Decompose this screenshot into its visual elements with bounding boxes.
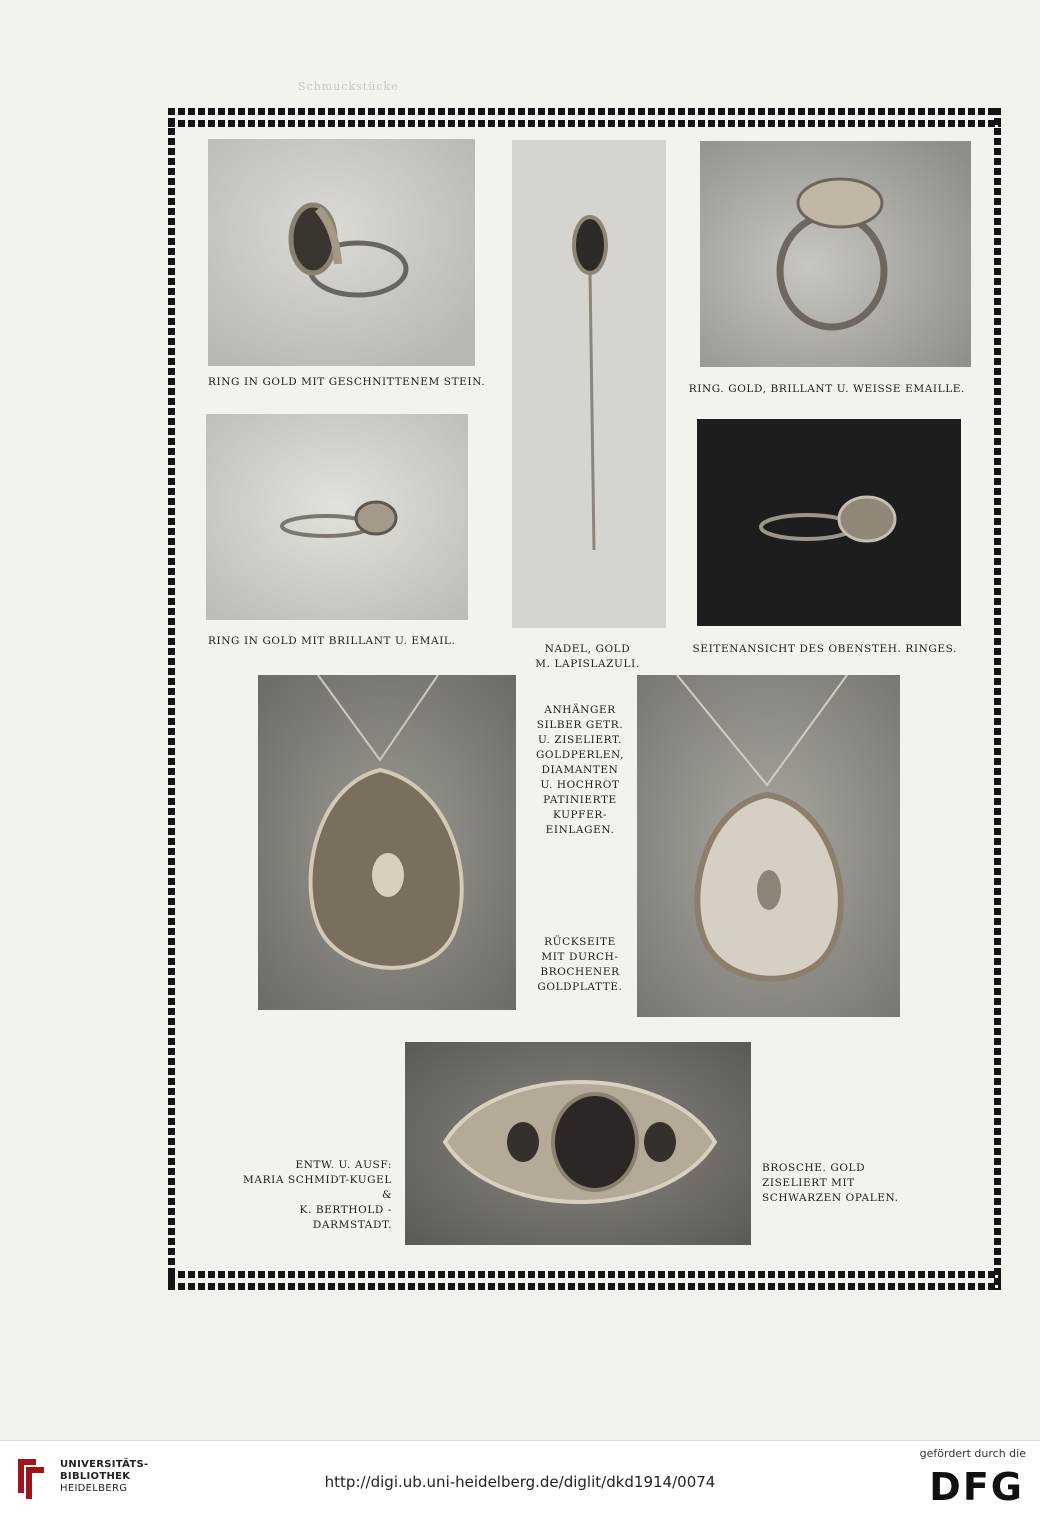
frame-left	[168, 108, 175, 1290]
photo-pendant-back	[637, 675, 900, 1017]
frame-top-inner	[168, 120, 1001, 127]
caption-pendant-line: PATINIERTE	[543, 794, 617, 806]
running-head: Schmuckstücke	[298, 80, 399, 93]
caption-brooch-line: BROSCHE. GOLD	[762, 1162, 866, 1174]
caption-brooch	[762, 1161, 942, 1206]
caption-brooch-line: ZISELIERT MIT	[762, 1177, 855, 1189]
photo-brooch	[405, 1042, 751, 1245]
caption-pendant	[525, 703, 635, 838]
caption-designer-line: MARIA SCHMIDT-KUGEL &	[243, 1174, 392, 1201]
frame-bottom-inner	[168, 1271, 1001, 1278]
library-line1: UNIVERSITÄTS-	[60, 1459, 149, 1470]
caption-pendant-line: EINLAGEN.	[545, 824, 615, 836]
photo-side-view	[697, 419, 961, 626]
caption-designer-line: K. BERTHOLD - DARMSTADT.	[299, 1204, 392, 1231]
footer-bar	[0, 1440, 1040, 1514]
dfg-logo: DFG	[929, 1465, 1024, 1509]
caption-ring-brilliant-white: RING. GOLD, BRILLANT U. WEISSE EMAILLE.	[688, 383, 965, 395]
caption-pendant-line: U. HOCHROT	[540, 779, 620, 791]
caption-needle-line1: NADEL, GOLD	[544, 643, 631, 655]
caption-needle	[505, 642, 670, 672]
permalink-url[interactable]: http://digi.ub.uni-heidelberg.de/diglit/dkd1914/0074	[324, 1473, 716, 1491]
caption-pendant-line: KUPFER-	[553, 809, 607, 821]
photo-ring-brilliant-white	[700, 141, 971, 367]
caption-back-line: GOLDPLATTE.	[537, 981, 623, 993]
caption-designer-line: ENTW. U. AUSF:	[295, 1159, 392, 1171]
caption-side-view: SEITENANSICHT DES OBENSTEH. RINGES.	[692, 643, 957, 655]
frame-top-outer	[168, 108, 1001, 115]
caption-ring-cut-stone: RING IN GOLD MIT GESCHNITTENEM STEIN.	[208, 376, 486, 388]
caption-pendant-line: GOLDPERLEN,	[535, 749, 625, 761]
caption-back	[525, 935, 635, 995]
caption-ring-brilliant-email: RING IN GOLD MIT BRILLANT U. EMAIL.	[208, 635, 456, 647]
photo-pendant-front	[258, 675, 516, 1010]
caption-pendant-line: SILBER GETR.	[536, 719, 624, 731]
caption-designer	[230, 1158, 392, 1233]
caption-pendant-line: U. ZISELIERT.	[538, 734, 622, 746]
caption-brooch-line: SCHWARZEN OPALEN.	[762, 1192, 899, 1204]
photo-needle	[512, 140, 666, 628]
caption-pendant-line: ANHÄNGER	[544, 704, 616, 716]
photo-ring-cut-stone	[208, 139, 475, 366]
frame-right	[994, 108, 1001, 1290]
library-line3: HEIDELBERG	[60, 1483, 128, 1494]
caption-back-line: RÜCKSEITE	[544, 936, 616, 948]
frame-bottom-outer	[168, 1283, 1001, 1290]
caption-pendant-line: DIAMANTEN	[541, 764, 619, 776]
funded-by-label: gefördert durch die	[919, 1447, 1026, 1460]
caption-needle-line2: M. LAPISLAZULI.	[535, 658, 640, 670]
caption-back-line: MIT DURCH-	[541, 951, 619, 963]
photo-ring-brilliant-email	[206, 414, 468, 620]
caption-back-line: BROCHENER	[540, 966, 620, 978]
library-line2: BIBLIOTHEK	[60, 1471, 131, 1482]
